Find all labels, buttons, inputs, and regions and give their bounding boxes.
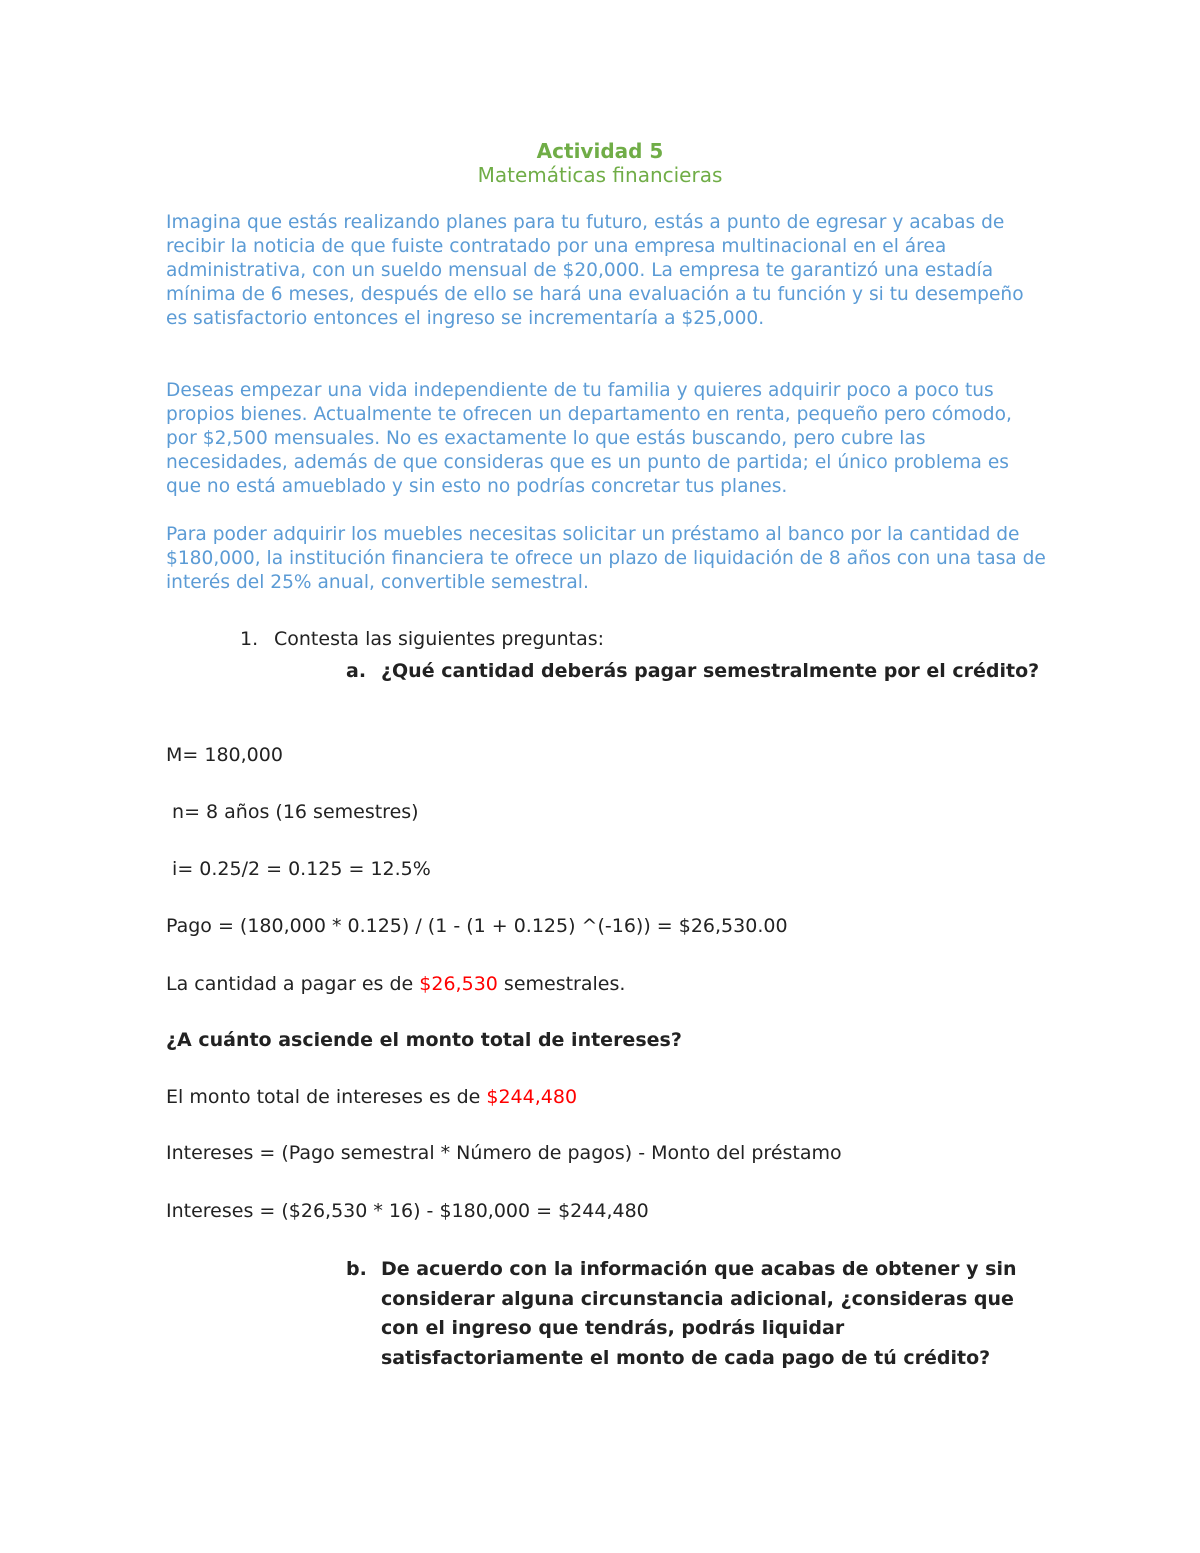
question-a-letter: a. [346,660,367,682]
question-b [346,1255,1046,1373]
answer-a-suffix: semestrales. [497,973,626,995]
question-interest: ¿A cuánto asciende el monto total de intereses? [166,1029,682,1051]
document-title: Actividad 5 [536,139,664,163]
question-b-text: De acuerdo con la información que acabas de obtener y sin considerar alguna circunstancia adicional, ¿consideras que con el ingreso que tendrás, podrás liquidar satisfactoriamente el monto de cada pago de tú crédito? [381,1258,1017,1369]
intro-paragraph-2: Deseas empezar una vida independiente de tu familia y quieres adquirir poco a poco tus propios bienes. Actualmente te ofrecen un departamento en renta, pequeño pero cómodo, por $2,500 mensuales. No es exactamente lo que estás buscando, pero cubre las necesidades, además de que consideras que es un punto de partida; el único problema es que no está amueblado y sin esto no podrías concretar tus planes. [166,380,1012,498]
answer-a [166,972,1046,996]
list-number: 1. [240,628,259,650]
calc-n: n= 8 años (16 semestres) [166,801,419,823]
calc-i: i= 0.25/2 = 0.125 = 12.5% [166,858,431,880]
answer-interest-value: $244,480 [486,1086,578,1108]
calc-interest: Intereses = ($26,530 * 16) - $180,000 = $244,480 [166,1200,649,1222]
calc-m: M= 180,000 [166,744,283,766]
document-subtitle: Matemáticas financieras [477,163,723,187]
question-a-text: ¿Qué cantidad deberás pagar semestralmente por el crédito? [381,660,1040,682]
answer-a-value: $26,530 [419,973,498,995]
answer-interest-prefix: El monto total de intereses es de [166,1086,487,1108]
list-item-text: Contesta las siguientes preguntas: [274,628,605,650]
intro-paragraph-3: Para poder adquirir los muebles necesitas solicitar un préstamo al banco por la cantidad de $180,000, la institución financiera te ofrece un plazo de liquidación de 8 años con una tasa de interés del 25% anual, convertible semestral. [166,524,1046,594]
answer-a-prefix: La cantidad a pagar es de [166,973,420,995]
numbered-list-item [240,627,604,651]
answer-interest [166,1085,1046,1109]
formula-interest: Intereses = (Pago semestral * Número de pagos) - Monto del préstamo [166,1142,842,1164]
question-b-letter: b. [346,1258,367,1280]
intro-paragraph-1: Imagina que estás realizando planes para tu futuro, estás a punto de egresar y acabas de recibir la noticia de que fuiste contratado por una empresa multinacional en el área administrativa, con un sueldo mensual de $20,000. La empresa te garantizó una estadía mínima de 6 meses, después de ello se hará una evaluación a tu función y si tu desempeño es satisfactorio entonces el ingreso se incrementaría a $25,000. [166,212,1024,330]
question-a [346,657,1046,687]
calc-pago: Pago = (180,000 * 0.125) / (1 - (1 + 0.125) ^(-16)) = $26,530.00 [166,915,788,937]
